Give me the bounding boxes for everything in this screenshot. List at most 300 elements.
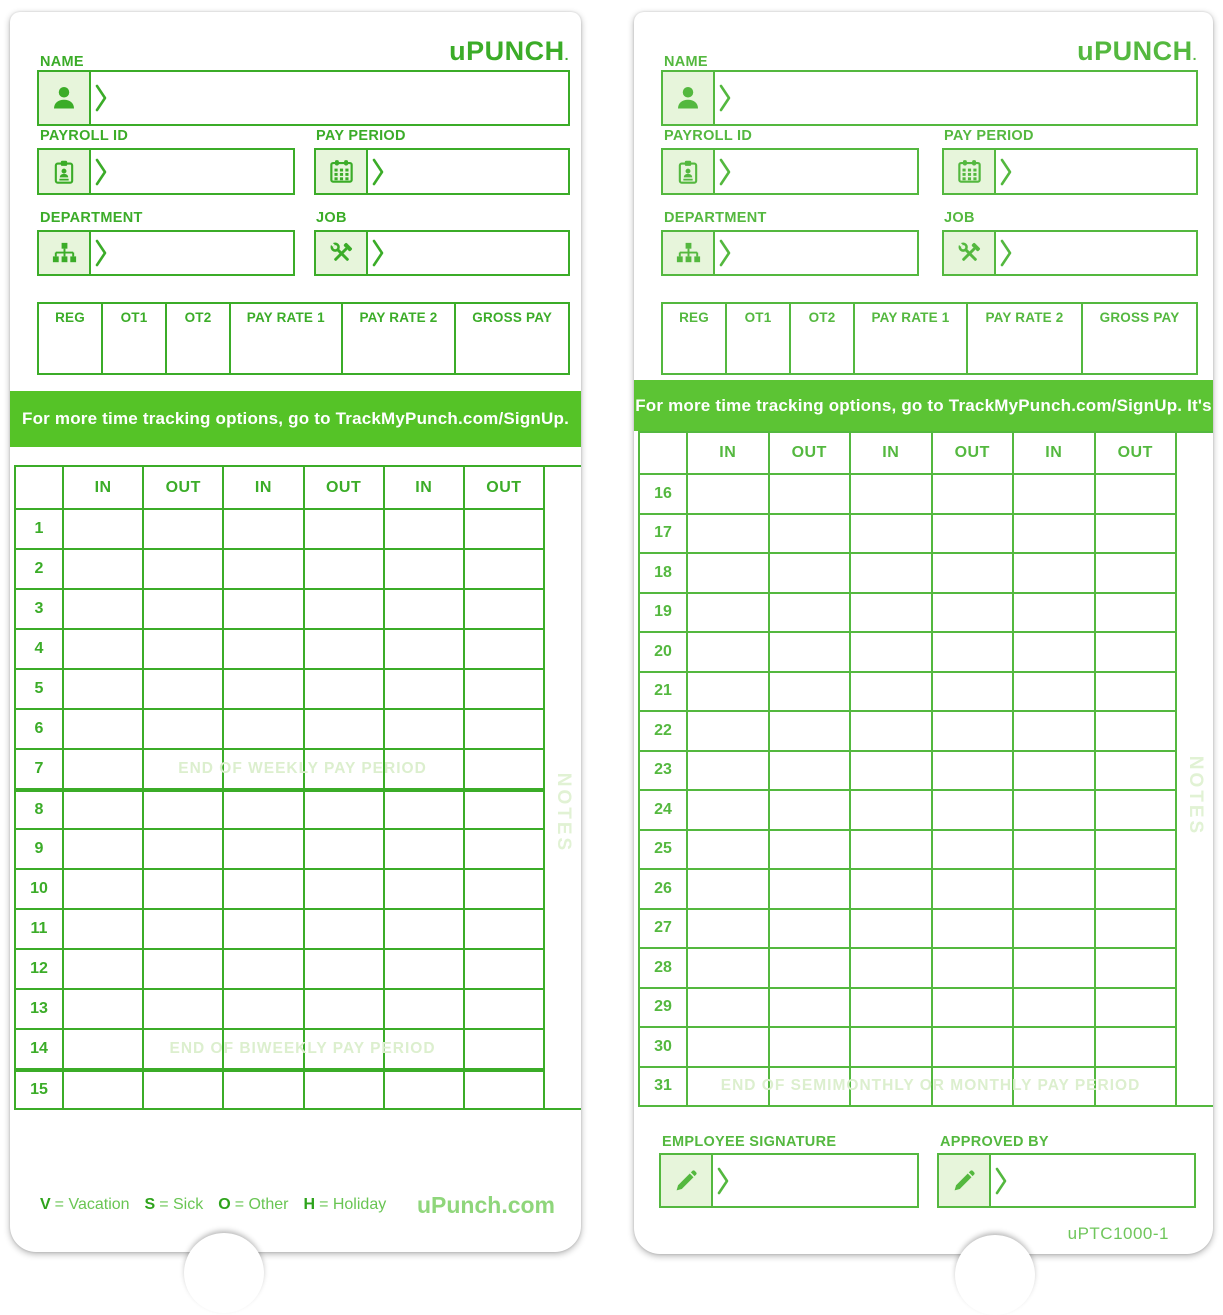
summary-cell-ot1[interactable] bbox=[103, 304, 167, 373]
time-cell-day2-out1[interactable] bbox=[142, 550, 222, 588]
time-cell-day21-out3[interactable] bbox=[1094, 673, 1176, 711]
day-number: 11 bbox=[30, 920, 48, 937]
time-cell-day26-out1[interactable] bbox=[768, 870, 850, 908]
time-cell-day29-out1[interactable] bbox=[768, 989, 850, 1027]
time-row-14 bbox=[16, 1028, 543, 1068]
time-cell-day4-out3[interactable] bbox=[463, 630, 543, 668]
time-cell-day1-out2[interactable] bbox=[303, 510, 383, 548]
time-cell-day6-out1[interactable] bbox=[142, 710, 222, 748]
time-cell-day27-in1[interactable] bbox=[686, 910, 768, 948]
time-cell-day22-out3[interactable] bbox=[1094, 712, 1176, 750]
time-cell-day2-out2[interactable] bbox=[303, 550, 383, 588]
summary-header: PAY RATE 2 bbox=[985, 310, 1064, 325]
col-header-out1: OUT bbox=[142, 467, 222, 508]
time-cell-day10-out2[interactable] bbox=[303, 870, 383, 908]
approved-by-input[interactable] bbox=[1008, 1155, 1194, 1206]
day-number: 14 bbox=[30, 1040, 48, 1057]
tools-icon bbox=[316, 232, 368, 274]
time-cell-day8-out1[interactable] bbox=[142, 792, 222, 828]
time-table-front bbox=[14, 465, 581, 1110]
department-input[interactable] bbox=[732, 232, 917, 274]
chevron-right-icon bbox=[719, 238, 732, 268]
summary-cell-reg[interactable] bbox=[663, 304, 727, 373]
time-cell-day9-out3[interactable] bbox=[463, 830, 543, 868]
time-cell-day26-in2[interactable] bbox=[849, 870, 931, 908]
time-cell-day8-in2[interactable] bbox=[222, 792, 302, 828]
time-cell-day20-in2[interactable] bbox=[849, 633, 931, 671]
job-field bbox=[314, 230, 570, 276]
time-cell-day2-in3[interactable] bbox=[383, 550, 463, 588]
time-cell-day4-out2[interactable] bbox=[303, 630, 383, 668]
pay-summary-table bbox=[661, 302, 1198, 375]
time-cell-day19-out2[interactable] bbox=[931, 594, 1013, 632]
time-row-29 bbox=[640, 987, 1175, 1027]
pencil-icon bbox=[661, 1155, 713, 1206]
payroll-id-label: PAYROLL ID bbox=[40, 128, 129, 144]
time-cell-day22-in2[interactable] bbox=[849, 712, 931, 750]
job-input[interactable] bbox=[1013, 232, 1196, 274]
time-row-16 bbox=[640, 473, 1175, 513]
summary-header: GROSS PAY bbox=[472, 310, 553, 325]
time-cell-day31-in3[interactable] bbox=[1012, 1068, 1094, 1106]
department-field bbox=[37, 230, 295, 276]
time-cell-day10-in3[interactable] bbox=[383, 870, 463, 908]
time-cell-day14-in3[interactable] bbox=[383, 1030, 463, 1068]
time-cell-day21-in3[interactable] bbox=[1012, 673, 1094, 711]
time-cell-day23-in2[interactable] bbox=[849, 752, 931, 790]
time-cell-day5-out3[interactable] bbox=[463, 670, 543, 708]
time-cell-day11-out2[interactable] bbox=[303, 910, 383, 948]
approved-by-field bbox=[937, 1153, 1196, 1208]
time-cell-day19-out1[interactable] bbox=[768, 594, 850, 632]
summary-header: PAY RATE 2 bbox=[359, 310, 438, 325]
name-input[interactable] bbox=[108, 72, 568, 124]
time-cell-day21-in1[interactable] bbox=[686, 673, 768, 711]
time-cell-day17-out1[interactable] bbox=[768, 515, 850, 553]
time-cell-day22-out2[interactable] bbox=[931, 712, 1013, 750]
time-cell-day12-in2[interactable] bbox=[222, 950, 302, 988]
time-cell-day6-out2[interactable] bbox=[303, 710, 383, 748]
upunch-site-link: uPunch.com bbox=[416, 1192, 555, 1218]
time-cell-day21-out2[interactable] bbox=[931, 673, 1013, 711]
name-input[interactable] bbox=[732, 72, 1196, 124]
time-cell-day5-out1[interactable] bbox=[142, 670, 222, 708]
time-row-19 bbox=[640, 592, 1175, 632]
day-number: 2 bbox=[34, 560, 44, 577]
time-cell-day7-out1[interactable] bbox=[142, 750, 222, 788]
time-cell-day15-in1[interactable] bbox=[62, 1072, 142, 1108]
time-cell-day15-in3[interactable] bbox=[383, 1072, 463, 1108]
time-row-13 bbox=[16, 988, 543, 1028]
time-cell-day15-out1[interactable] bbox=[142, 1072, 222, 1108]
time-cell-day13-in2[interactable] bbox=[222, 990, 302, 1028]
time-cell-day29-out3[interactable] bbox=[1094, 989, 1176, 1027]
time-cell-day12-out3[interactable] bbox=[463, 950, 543, 988]
time-cell-day18-out3[interactable] bbox=[1094, 554, 1176, 592]
time-cell-day25-out1[interactable] bbox=[768, 831, 850, 869]
time-cell-day15-out2[interactable] bbox=[303, 1072, 383, 1108]
col-header-out2: OUT bbox=[931, 433, 1013, 473]
time-cell-day17-in3[interactable] bbox=[1012, 515, 1094, 553]
time-cell-day4-in1[interactable] bbox=[62, 630, 142, 668]
time-cell-day31-in1[interactable] bbox=[686, 1068, 768, 1106]
time-cell-day25-out2[interactable] bbox=[931, 831, 1013, 869]
time-cell-day20-in1[interactable] bbox=[686, 633, 768, 671]
department-label: DEPARTMENT bbox=[40, 210, 143, 226]
time-cell-day13-in1[interactable] bbox=[62, 990, 142, 1028]
chevron-right-icon bbox=[1000, 238, 1013, 268]
time-row-31 bbox=[640, 1066, 1175, 1106]
time-table-header bbox=[16, 467, 543, 508]
time-cell-day24-in3[interactable] bbox=[1012, 791, 1094, 829]
time-cell-day11-out1[interactable] bbox=[142, 910, 222, 948]
payroll-id-input[interactable] bbox=[732, 150, 917, 193]
time-cell-day17-in1[interactable] bbox=[686, 515, 768, 553]
time-cell-day18-in2[interactable] bbox=[849, 554, 931, 592]
summary-cell-grosspay[interactable] bbox=[1083, 304, 1196, 373]
summary-header: OT1 bbox=[744, 310, 772, 325]
time-cell-day13-out2[interactable] bbox=[303, 990, 383, 1028]
time-cell-day17-out3[interactable] bbox=[1094, 515, 1176, 553]
time-cell-day24-out1[interactable] bbox=[768, 791, 850, 829]
time-cell-day24-out2[interactable] bbox=[931, 791, 1013, 829]
job-label: JOB bbox=[944, 210, 975, 226]
time-cell-day3-in1[interactable] bbox=[62, 590, 142, 628]
pay-period-watermark: END OF WEEKLY PAY PERIOD bbox=[178, 760, 427, 777]
time-cell-day6-out3[interactable] bbox=[463, 710, 543, 748]
time-cell-day12-out1[interactable] bbox=[142, 950, 222, 988]
time-cell-day6-in1[interactable] bbox=[62, 710, 142, 748]
time-row-3 bbox=[16, 588, 543, 628]
time-cell-day20-out2[interactable] bbox=[931, 633, 1013, 671]
time-cell-day30-out2[interactable] bbox=[931, 1028, 1013, 1066]
col-header-in1: IN bbox=[686, 433, 768, 473]
time-cell-day10-out3[interactable] bbox=[463, 870, 543, 908]
time-cell-day28-out3[interactable] bbox=[1094, 949, 1176, 987]
time-cell-day11-in2[interactable] bbox=[222, 910, 302, 948]
time-cell-day27-in3[interactable] bbox=[1012, 910, 1094, 948]
org-chart-icon bbox=[39, 232, 91, 274]
time-cell-day28-in3[interactable] bbox=[1012, 949, 1094, 987]
time-cell-day21-out1[interactable] bbox=[768, 673, 850, 711]
time-cell-day16-in1[interactable] bbox=[686, 475, 768, 513]
day-number: 28 bbox=[654, 958, 672, 976]
pay-period-watermark: END OF SEMIMONTHLY OR MONTHLY PAY PERIOD bbox=[720, 1077, 1141, 1095]
col-header-out2: OUT bbox=[303, 467, 383, 508]
department-field bbox=[661, 230, 919, 276]
time-cell-day20-in3[interactable] bbox=[1012, 633, 1094, 671]
employee-signature-field bbox=[659, 1153, 919, 1208]
time-cell-day6-in2[interactable] bbox=[222, 710, 302, 748]
department-input[interactable] bbox=[108, 232, 293, 274]
time-cell-day26-in1[interactable] bbox=[686, 870, 768, 908]
time-cell-day16-out1[interactable] bbox=[768, 475, 850, 513]
time-cell-day7-in3[interactable] bbox=[383, 750, 463, 788]
time-cell-day22-in1[interactable] bbox=[686, 712, 768, 750]
time-cell-day2-out3[interactable] bbox=[463, 550, 543, 588]
time-cell-day21-in2[interactable] bbox=[849, 673, 931, 711]
time-row-10 bbox=[16, 868, 543, 908]
time-cell-day26-out2[interactable] bbox=[931, 870, 1013, 908]
time-cell-day8-out2[interactable] bbox=[303, 792, 383, 828]
name-field bbox=[37, 70, 570, 126]
time-cell-day28-in1[interactable] bbox=[686, 949, 768, 987]
chevron-right-icon bbox=[372, 238, 385, 268]
time-cell-day14-out2[interactable] bbox=[303, 1030, 383, 1068]
time-row-2 bbox=[16, 548, 543, 588]
org-chart-icon bbox=[663, 232, 715, 274]
name-label: NAME bbox=[664, 54, 708, 70]
time-cell-day12-in1[interactable] bbox=[62, 950, 142, 988]
time-cell-day2-in1[interactable] bbox=[62, 550, 142, 588]
time-cell-day17-in2[interactable] bbox=[849, 515, 931, 553]
summary-header: REG bbox=[679, 310, 709, 325]
summary-cell-payrate2[interactable] bbox=[343, 304, 457, 373]
time-cell-day16-in2[interactable] bbox=[849, 475, 931, 513]
time-cell-day18-out1[interactable] bbox=[768, 554, 850, 592]
time-cell-day31-out1[interactable] bbox=[768, 1068, 850, 1106]
time-cell-day30-in2[interactable] bbox=[849, 1028, 931, 1066]
day-number: 21 bbox=[654, 682, 672, 700]
employee-signature-input[interactable] bbox=[730, 1155, 917, 1206]
time-cell-day7-out2[interactable] bbox=[303, 750, 383, 788]
chevron-right-icon bbox=[95, 83, 108, 113]
time-cell-day9-in3[interactable] bbox=[383, 830, 463, 868]
time-cell-day26-in3[interactable] bbox=[1012, 870, 1094, 908]
time-cell-day23-in3[interactable] bbox=[1012, 752, 1094, 790]
time-cell-day29-in2[interactable] bbox=[849, 989, 931, 1027]
time-cell-day14-out1[interactable] bbox=[142, 1030, 222, 1068]
time-cell-day11-in3[interactable] bbox=[383, 910, 463, 948]
time-cell-day9-in2[interactable] bbox=[222, 830, 302, 868]
time-cell-day1-in3[interactable] bbox=[383, 510, 463, 548]
time-cell-day7-in2[interactable] bbox=[222, 750, 302, 788]
summary-cell-reg[interactable] bbox=[39, 304, 103, 373]
time-cell-day30-out1[interactable] bbox=[768, 1028, 850, 1066]
time-cell-day22-out1[interactable] bbox=[768, 712, 850, 750]
time-cell-day11-out3[interactable] bbox=[463, 910, 543, 948]
time-cell-day30-in1[interactable] bbox=[686, 1028, 768, 1066]
time-cell-day4-in2[interactable] bbox=[222, 630, 302, 668]
time-cell-day10-in1[interactable] bbox=[62, 870, 142, 908]
time-cell-day18-in1[interactable] bbox=[686, 554, 768, 592]
legend-item: H = Holiday bbox=[303, 1196, 387, 1213]
time-cell-day24-out3[interactable] bbox=[1094, 791, 1176, 829]
time-row-18 bbox=[640, 552, 1175, 592]
time-cell-day8-in3[interactable] bbox=[383, 792, 463, 828]
time-cell-day4-out1[interactable] bbox=[142, 630, 222, 668]
calendar-icon bbox=[316, 150, 368, 193]
time-row-15 bbox=[16, 1068, 543, 1108]
time-cell-day22-in3[interactable] bbox=[1012, 712, 1094, 750]
day-number: 25 bbox=[654, 840, 672, 858]
summary-cell-ot2[interactable] bbox=[791, 304, 855, 373]
time-cell-day19-in3[interactable] bbox=[1012, 594, 1094, 632]
time-cell-day3-out1[interactable] bbox=[142, 590, 222, 628]
notes-watermark: NOTES bbox=[553, 772, 574, 854]
time-row-28 bbox=[640, 947, 1175, 987]
time-cell-day23-out2[interactable] bbox=[931, 752, 1013, 790]
time-cell-day23-out1[interactable] bbox=[768, 752, 850, 790]
summary-header: OT2 bbox=[808, 310, 836, 325]
time-cell-day19-in1[interactable] bbox=[686, 594, 768, 632]
summary-header: GROSS PAY bbox=[1099, 310, 1180, 325]
time-cell-day25-in2[interactable] bbox=[849, 831, 931, 869]
time-cell-day2-in2[interactable] bbox=[222, 550, 302, 588]
time-cell-day19-out3[interactable] bbox=[1094, 594, 1176, 632]
time-row-7 bbox=[16, 748, 543, 788]
time-cell-day16-out2[interactable] bbox=[931, 475, 1013, 513]
time-cell-day5-in2[interactable] bbox=[222, 670, 302, 708]
time-cell-day15-in2[interactable] bbox=[222, 1072, 302, 1108]
time-cell-day5-in1[interactable] bbox=[62, 670, 142, 708]
time-cell-day27-in2[interactable] bbox=[849, 910, 931, 948]
time-cell-day28-out2[interactable] bbox=[931, 949, 1013, 987]
time-cell-day26-out3[interactable] bbox=[1094, 870, 1176, 908]
time-cell-day3-out2[interactable] bbox=[303, 590, 383, 628]
time-cell-day20-out1[interactable] bbox=[768, 633, 850, 671]
summary-cell-ot1[interactable] bbox=[727, 304, 791, 373]
time-cell-day13-out3[interactable] bbox=[463, 990, 543, 1028]
time-cell-day3-in2[interactable] bbox=[222, 590, 302, 628]
summary-header: PAY RATE 1 bbox=[871, 310, 950, 325]
time-cell-day8-in1[interactable] bbox=[62, 792, 142, 828]
day-column-header bbox=[640, 433, 686, 473]
time-row-6 bbox=[16, 708, 543, 748]
time-cell-day16-in3[interactable] bbox=[1012, 475, 1094, 513]
chevron-right-icon bbox=[372, 157, 385, 187]
col-header-in3: IN bbox=[383, 467, 463, 508]
notes-watermark: NOTES bbox=[1185, 755, 1206, 837]
time-cell-day31-in2[interactable] bbox=[849, 1068, 931, 1106]
day-number: 13 bbox=[30, 1000, 48, 1017]
time-cell-day18-in3[interactable] bbox=[1012, 554, 1094, 592]
time-cell-day10-out1[interactable] bbox=[142, 870, 222, 908]
job-input[interactable] bbox=[385, 232, 568, 274]
col-header-out1: OUT bbox=[768, 433, 850, 473]
time-row-20 bbox=[640, 631, 1175, 671]
time-cell-day3-in3[interactable] bbox=[383, 590, 463, 628]
time-cell-day13-in3[interactable] bbox=[383, 990, 463, 1028]
summary-cell-payrate2[interactable] bbox=[968, 304, 1083, 373]
day-number: 5 bbox=[34, 680, 44, 697]
time-row-21 bbox=[640, 671, 1175, 711]
summary-cell-payrate1[interactable] bbox=[855, 304, 968, 373]
time-cell-day4-in3[interactable] bbox=[383, 630, 463, 668]
legend-item: S = Sick bbox=[144, 1196, 204, 1213]
time-row-26 bbox=[640, 868, 1175, 908]
time-cell-day14-in1[interactable] bbox=[62, 1030, 142, 1068]
time-cell-day7-in1[interactable] bbox=[62, 750, 142, 788]
col-header-in2: IN bbox=[222, 467, 302, 508]
time-cell-day1-out3[interactable] bbox=[463, 510, 543, 548]
day-number: 31 bbox=[654, 1077, 672, 1095]
time-cell-day18-out2[interactable] bbox=[931, 554, 1013, 592]
time-cell-day27-out2[interactable] bbox=[931, 910, 1013, 948]
time-cell-day25-in1[interactable] bbox=[686, 831, 768, 869]
time-cell-day24-in2[interactable] bbox=[849, 791, 931, 829]
summary-cell-ot2[interactable] bbox=[167, 304, 231, 373]
time-cell-day14-in2[interactable] bbox=[222, 1030, 302, 1068]
payroll-id-field bbox=[661, 148, 919, 195]
time-cell-day11-in1[interactable] bbox=[62, 910, 142, 948]
job-field bbox=[942, 230, 1198, 276]
time-cell-day30-out3[interactable] bbox=[1094, 1028, 1176, 1066]
chevron-right-icon bbox=[1000, 157, 1013, 187]
time-cell-day29-in3[interactable] bbox=[1012, 989, 1094, 1027]
time-cell-day13-out1[interactable] bbox=[142, 990, 222, 1028]
day-number: 23 bbox=[654, 761, 672, 779]
time-cell-day29-in1[interactable] bbox=[686, 989, 768, 1027]
time-cell-day14-out3[interactable] bbox=[463, 1030, 543, 1068]
time-cell-day6-in3[interactable] bbox=[383, 710, 463, 748]
time-cell-day27-out1[interactable] bbox=[768, 910, 850, 948]
time-row-4 bbox=[16, 628, 543, 668]
time-cell-day1-out1[interactable] bbox=[142, 510, 222, 548]
time-cell-day5-in3[interactable] bbox=[383, 670, 463, 708]
time-cell-day9-out1[interactable] bbox=[142, 830, 222, 868]
time-cell-day3-out3[interactable] bbox=[463, 590, 543, 628]
payroll-id-input[interactable] bbox=[108, 150, 293, 193]
chevron-right-icon bbox=[995, 1166, 1008, 1196]
chevron-right-icon bbox=[95, 157, 108, 187]
summary-cell-grosspay[interactable] bbox=[456, 304, 568, 373]
time-cell-day16-out3[interactable] bbox=[1094, 475, 1176, 513]
time-cell-day31-out2[interactable] bbox=[931, 1068, 1013, 1106]
approved-by-label: APPROVED BY bbox=[940, 1134, 1049, 1150]
time-cell-day5-out2[interactable] bbox=[303, 670, 383, 708]
time-cell-day25-out3[interactable] bbox=[1094, 831, 1176, 869]
time-cell-day29-out2[interactable] bbox=[931, 989, 1013, 1027]
pay-period-input[interactable] bbox=[385, 150, 568, 193]
time-cell-day23-in1[interactable] bbox=[686, 752, 768, 790]
time-cell-day25-in3[interactable] bbox=[1012, 831, 1094, 869]
time-cell-day12-out2[interactable] bbox=[303, 950, 383, 988]
time-cell-day24-in1[interactable] bbox=[686, 791, 768, 829]
time-row-22 bbox=[640, 710, 1175, 750]
time-cell-day12-in3[interactable] bbox=[383, 950, 463, 988]
chevron-right-icon bbox=[719, 83, 732, 113]
time-cell-day10-in2[interactable] bbox=[222, 870, 302, 908]
time-row-1 bbox=[16, 508, 543, 548]
time-cell-day1-in1[interactable] bbox=[62, 510, 142, 548]
id-badge-icon bbox=[663, 150, 715, 193]
time-cell-day9-out2[interactable] bbox=[303, 830, 383, 868]
summary-cell-payrate1[interactable] bbox=[231, 304, 343, 373]
promo-banner: For more time tracking options, go to TrackMyPunch.com/SignUp. It's free! bbox=[10, 391, 581, 447]
chevron-right-icon bbox=[717, 1166, 730, 1196]
time-cell-day17-out2[interactable] bbox=[931, 515, 1013, 553]
time-cell-day1-in2[interactable] bbox=[222, 510, 302, 548]
time-table-header bbox=[640, 433, 1175, 473]
time-cell-day8-out3[interactable] bbox=[463, 792, 543, 828]
time-cell-day20-out3[interactable] bbox=[1094, 633, 1176, 671]
pay-period-input[interactable] bbox=[1013, 150, 1196, 193]
time-cell-day15-out3[interactable] bbox=[463, 1072, 543, 1108]
time-cell-day19-in2[interactable] bbox=[849, 594, 931, 632]
time-cell-day28-out1[interactable] bbox=[768, 949, 850, 987]
summary-header: REG bbox=[55, 310, 85, 325]
time-cell-day27-out3[interactable] bbox=[1094, 910, 1176, 948]
time-cell-day23-out3[interactable] bbox=[1094, 752, 1176, 790]
time-cell-day28-in2[interactable] bbox=[849, 949, 931, 987]
pay-summary-table bbox=[37, 302, 570, 375]
summary-header: OT1 bbox=[120, 310, 148, 325]
time-cell-day31-out3[interactable] bbox=[1094, 1068, 1176, 1106]
time-cell-day9-in1[interactable] bbox=[62, 830, 142, 868]
time-cell-day7-out3[interactable] bbox=[463, 750, 543, 788]
time-cell-day30-in3[interactable] bbox=[1012, 1028, 1094, 1066]
